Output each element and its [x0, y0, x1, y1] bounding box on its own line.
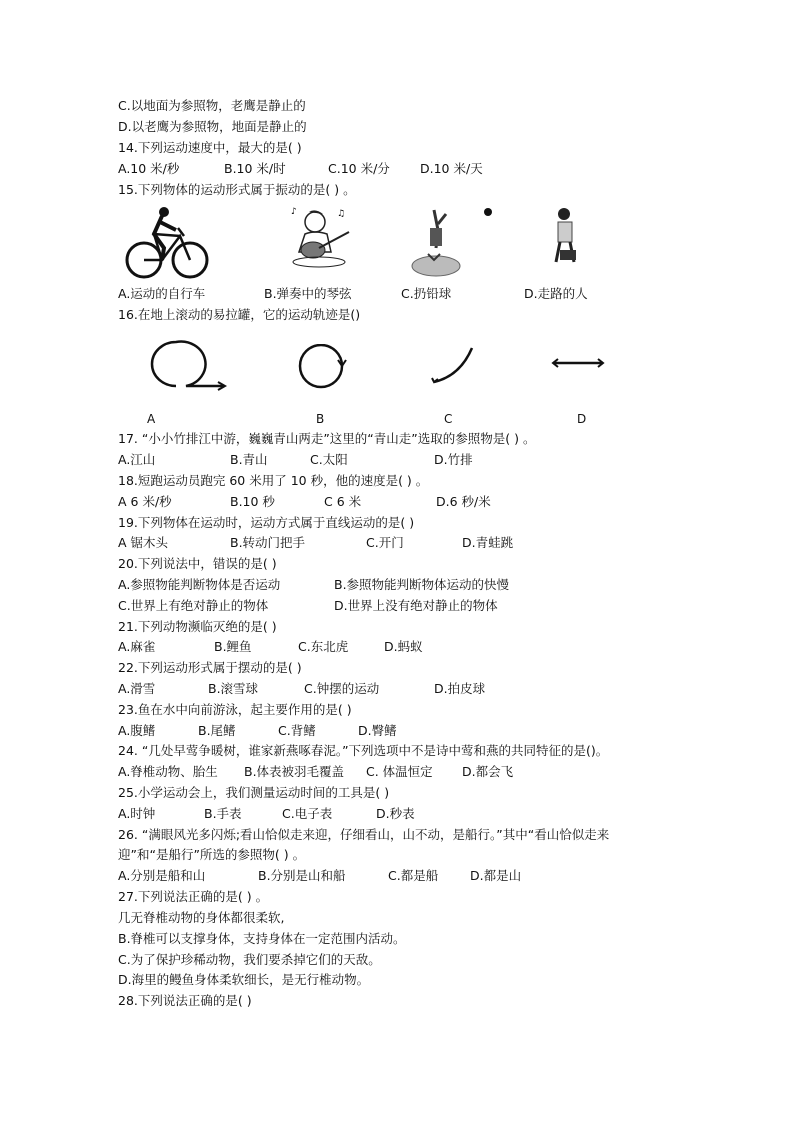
- q27-stem: 27.下列说法正确的是( ) 。: [118, 889, 269, 904]
- option: D.10 米/天: [420, 161, 483, 176]
- option: B.弹奏中的琴弦: [264, 286, 352, 301]
- shot-put-figure: [410, 204, 500, 282]
- q23-stem: 23.鱼在水中向前游泳，起主要作用的是( ): [118, 702, 352, 717]
- q27-option-d: D.海里的鳗鱼身体柔软细长，是无行椎动物。: [118, 972, 370, 987]
- q28-stem: 28.下列说法正确的是( ): [118, 993, 252, 1008]
- option: A.分别是船和山: [118, 868, 206, 883]
- option: B.转动门把手: [230, 535, 306, 550]
- option: C.扔铅球: [401, 286, 452, 301]
- option: A.滑雪: [118, 681, 156, 696]
- option: A.10 米/秒: [118, 161, 180, 176]
- option: D.世界上没有绝对静止的物体: [334, 598, 498, 613]
- option: B.鲤鱼: [214, 639, 252, 654]
- option: C.钟摆的运动: [304, 681, 380, 696]
- guitar-player-figure: [285, 204, 357, 270]
- option: B.手表: [204, 806, 242, 821]
- option: B.青山: [230, 452, 268, 467]
- q22-stem: 22.下列运动形式属于摆动的是( ): [118, 660, 302, 675]
- q14-stem: 14.下列运动速度中，最大的是( ): [118, 140, 302, 155]
- q24-stem: 24. “几处早莺争暖树，谁家新燕啄春泥。”下列选项中不是诗中莺和燕的共同特征的是()。: [118, 743, 609, 758]
- trajectory-label-c: C: [444, 412, 453, 426]
- option: B.尾鳍: [198, 723, 236, 738]
- trajectory-back-and-forth: [550, 356, 606, 370]
- walking-person-figure: [548, 206, 584, 270]
- option: C.东北虎: [298, 639, 349, 654]
- q19-stem: 19.下列物体在运动时，运动方式属于直线运动的是( ): [118, 515, 415, 530]
- q26-stem-line2: 迎”和“是船行”所选的参照物( ) 。: [118, 847, 306, 862]
- option: D.拍皮球: [434, 681, 486, 696]
- q13-option-c: C.以地面为参照物，老鹰是静止的: [118, 98, 306, 113]
- q27-option-c: C.为了保护珍稀动物，我们要杀掉它们的天敌。: [118, 952, 381, 967]
- option: C.10 米/分: [328, 161, 390, 176]
- option: D.蚂蚁: [384, 639, 423, 654]
- option: D.青蛙跳: [462, 535, 514, 550]
- svg-text:♫: ♫: [337, 209, 346, 219]
- svg-text:♪: ♪: [291, 207, 297, 217]
- option: D.秒表: [376, 806, 415, 821]
- option: A.脊椎动物、胎生: [118, 764, 218, 779]
- q13-option-d: D.以老鹰为参照物，地面是静止的: [118, 119, 307, 134]
- option: D.臀鳍: [358, 723, 397, 738]
- q25-stem: 25.小学运动会上，我们测量运动时间的工具是( ): [118, 785, 390, 800]
- option: D.都是山: [470, 868, 522, 883]
- q21-stem: 21.下列动物濒临灭绝的是( ): [118, 619, 277, 634]
- option: A.麻雀: [118, 639, 156, 654]
- option: D.都会飞: [462, 764, 514, 779]
- option: C.世界上有绝对静止的物体: [118, 598, 269, 613]
- option: C 6 米: [324, 494, 362, 509]
- option: C.背鳍: [278, 723, 316, 738]
- option: C.开门: [366, 535, 404, 550]
- option: A.参照物能判断物体是否运动: [118, 577, 281, 592]
- option: D.走路的人: [524, 286, 588, 301]
- q20-stem: 20.下列说法中，错误的是( ): [118, 556, 277, 571]
- option: A.运动的自行车: [118, 286, 206, 301]
- cyclist-figure: [124, 204, 210, 280]
- trajectory-circle: [296, 344, 350, 390]
- trajectory-loop-then-line: [126, 340, 228, 392]
- option: A 锯木头: [118, 535, 169, 550]
- q15-stem: 15.下列物体的运动形式属于振动的是( ) 。: [118, 182, 356, 197]
- option: A.江山: [118, 452, 156, 467]
- trajectory-label-b: B: [316, 412, 325, 426]
- q16-stem: 16.在地上滚动的易拉罐，它的运动轨迹是(): [118, 307, 361, 322]
- option: B.体表被羽毛覆盖: [244, 764, 345, 779]
- option: B.滚雪球: [208, 681, 259, 696]
- option: B.10 秒: [230, 494, 275, 509]
- option: C.电子表: [282, 806, 333, 821]
- option: C.太阳: [310, 452, 348, 467]
- option: C. 体温恒定: [366, 764, 433, 779]
- option: B.10 米/时: [224, 161, 286, 176]
- option: B.参照物能判断物体运动的快慢: [334, 577, 510, 592]
- q17-stem: 17. “小小竹排江中游，巍巍青山两走”这里的“青山走”选取的参照物是( ) 。: [118, 431, 536, 446]
- option: C.都是船: [388, 868, 439, 883]
- trajectory-label-a: A: [147, 412, 156, 426]
- option: A.腹鳍: [118, 723, 156, 738]
- q18-stem: 18.短跑运动员跑完 60 米用了 10 秒，他的速度是( ) 。: [118, 473, 429, 488]
- q26-stem-line1: 26. “满眼风光多闪烁;看山恰似走来迎，仔细看山，山不动，是船行。”其中“看山恰似走来: [118, 827, 610, 842]
- option: B.分别是山和船: [258, 868, 346, 883]
- trajectory-label-d: D: [577, 412, 587, 426]
- option: D.6 秒/米: [436, 494, 491, 509]
- option: A.时钟: [118, 806, 156, 821]
- q27-option-b: B.脊椎可以支撑身体，支持身体在一定范围内活动。: [118, 931, 406, 946]
- q27-option-a: 几无脊椎动物的身体都很柔软,: [118, 910, 285, 925]
- option: A 6 米/秒: [118, 494, 172, 509]
- option: D.竹排: [434, 452, 473, 467]
- trajectory-arc: [430, 346, 476, 386]
